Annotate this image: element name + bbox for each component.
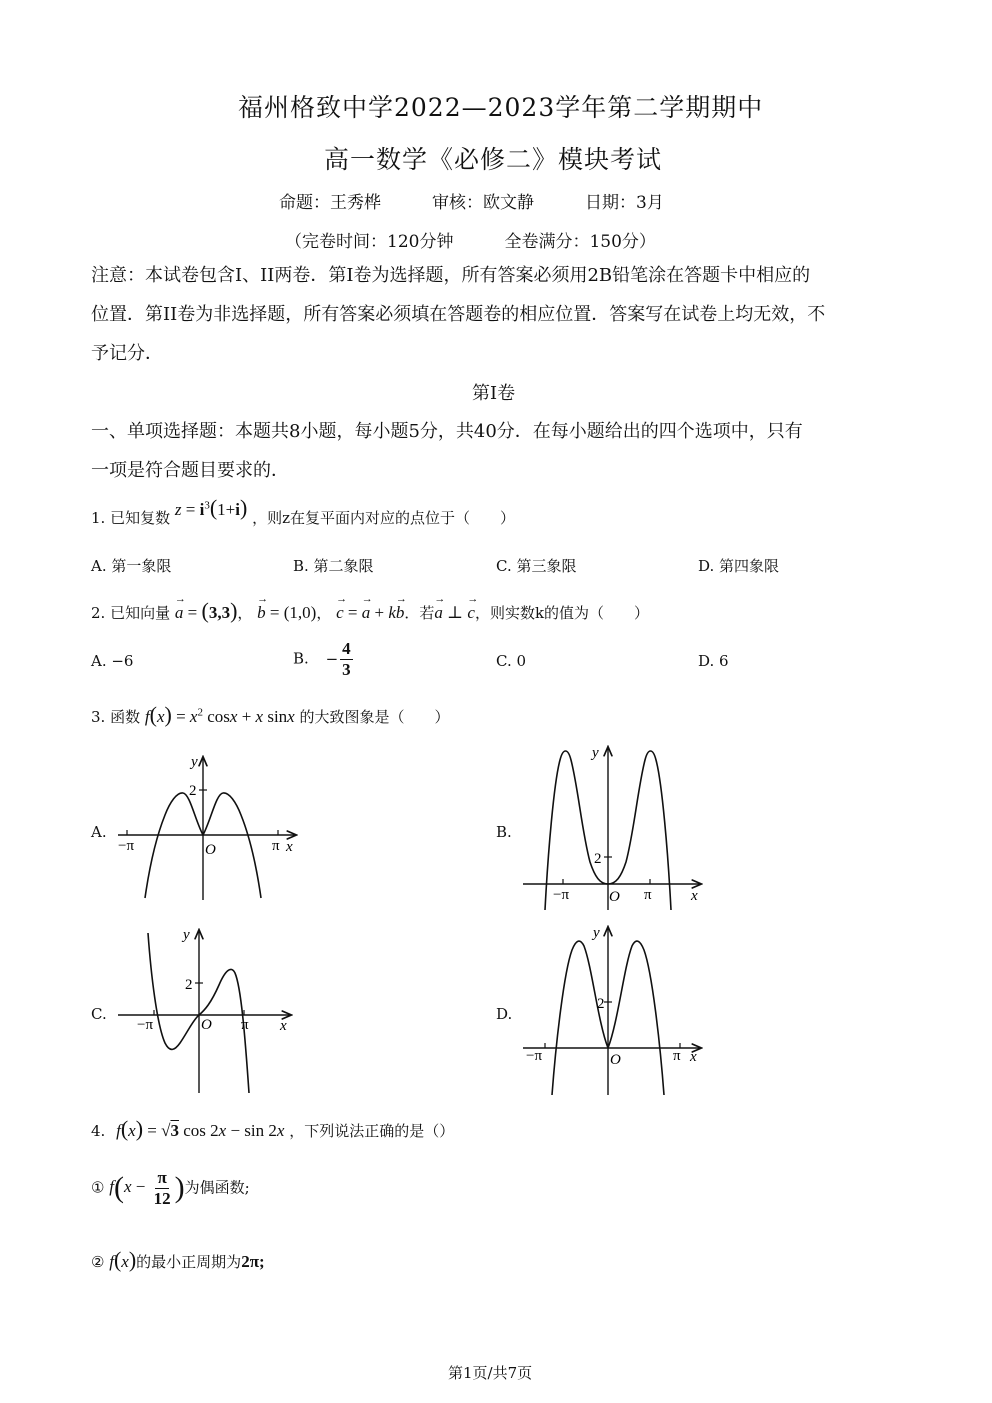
notice-line2: 位置．第II卷为非选择题，所有答案必须填在答题卷的相应位置．答案写在试卷上均无效，不 bbox=[91, 304, 826, 325]
graph-a bbox=[115, 750, 305, 902]
q2-option-c: C. 0 bbox=[496, 652, 527, 670]
fraction-numerator: 4 bbox=[342, 639, 351, 658]
q2-option-a: A. −6 bbox=[91, 652, 134, 670]
pi-label: π bbox=[644, 887, 652, 903]
notice-line3: 予记分． bbox=[91, 343, 163, 364]
exam-title-line1: 福州格致中学2022—2023学年第二学期期中 bbox=[238, 93, 764, 122]
part1-instructions-line2: 一项是符合题目要求的． bbox=[91, 460, 289, 481]
pi-label: π bbox=[241, 1017, 249, 1033]
y-label: y bbox=[191, 754, 198, 770]
graph-d-label: D. bbox=[496, 1005, 513, 1023]
tick-2-label: 2 bbox=[185, 977, 193, 993]
question-3-suffix: 的大致图象是（ ） bbox=[299, 708, 450, 726]
fraction-denominator: 3 bbox=[342, 660, 351, 679]
circled-two: ② bbox=[91, 1253, 105, 1271]
question-2: 2. 已知向量 → a = (3,3)， → b = (1,0)， → c = → a + k→ b．若→ a ⊥ → c，则实数k的值为（ ） bbox=[91, 598, 649, 624]
graph-c bbox=[115, 925, 300, 1095]
pi-label: π bbox=[673, 1048, 681, 1064]
question-2-mid: ．若 bbox=[404, 604, 435, 622]
minus-sign: − bbox=[325, 649, 339, 668]
question-number: 3. bbox=[91, 708, 106, 726]
exam-title-line2: 高一数学《必修二》模块考试 bbox=[324, 145, 663, 174]
question-1-suffix: ，则z在复平面内对应的点位于（ ） bbox=[252, 509, 516, 527]
vector-c-formula: → c = → a + k→ b bbox=[336, 603, 404, 622]
question-3-prefix: 函数 bbox=[110, 708, 141, 726]
exam-meta-line: 命题：王秀桦 审核：欧文静 日期：3月 bbox=[279, 193, 664, 213]
q4-statement-1 bbox=[91, 1168, 250, 1209]
graph-b-label: B. bbox=[496, 823, 512, 841]
question-1 bbox=[91, 495, 516, 529]
question-1-formula: $z = i^3(1+i)$ bbox=[174, 495, 248, 520]
origin-label: O bbox=[610, 1052, 621, 1068]
origin-label: O bbox=[205, 842, 216, 858]
question-2-suffix: ，则实数k的值为（ ） bbox=[474, 604, 650, 622]
question-3 bbox=[91, 702, 450, 728]
origin-label: O bbox=[609, 889, 620, 905]
neg-pi-label: −π bbox=[553, 887, 570, 903]
statement-1-formula: f(x − $\frac{\pi}{12}$ ) bbox=[109, 1168, 185, 1208]
fraction bbox=[340, 639, 353, 680]
q2-option-d: D. 6 bbox=[698, 652, 729, 670]
neg-pi-label: −π bbox=[526, 1048, 543, 1064]
q4-statement-2 bbox=[91, 1247, 265, 1273]
q1-option-b: B. 第二象限 bbox=[293, 557, 374, 575]
question-1-prefix: 已知复数 bbox=[110, 509, 171, 527]
question-4-suffix: ，下列说法正确的是（） bbox=[289, 1122, 455, 1140]
question-number: 2. bbox=[91, 604, 106, 622]
part1-instructions-line1: 一、单项选择题：本题共8小题，每小题5分，共40分．在每小题给出的四个选项中，只有 bbox=[91, 421, 803, 442]
fraction-numerator: π bbox=[157, 1168, 167, 1187]
q1-option-d: D. 第四象限 bbox=[698, 557, 780, 575]
option-label: B. bbox=[293, 649, 309, 668]
neg-pi-label: −π bbox=[137, 1017, 154, 1033]
y-label: y bbox=[593, 925, 600, 941]
x-label: x bbox=[691, 888, 698, 904]
graph-d bbox=[520, 922, 710, 1097]
neg-pi-label: −π bbox=[118, 838, 135, 854]
perpendicular-formula: → a ⊥ → c bbox=[434, 603, 475, 622]
notice-line1: 注意：本试卷包含I、II两卷．第I卷为选择题，所有答案必须用2B铅笔涂在答题卡中相应的 bbox=[91, 265, 811, 286]
question-number: 1. bbox=[91, 509, 106, 527]
question-number: 4. bbox=[91, 1122, 106, 1140]
origin-label: O bbox=[201, 1017, 212, 1033]
graph-a-label: A. bbox=[91, 823, 107, 841]
statement-2-value: 2π; bbox=[241, 1252, 265, 1271]
exam-time-line: （完卷时间：120分钟 全卷满分：150分） bbox=[285, 232, 656, 252]
question-4 bbox=[91, 1116, 454, 1142]
q1-option-a: A. 第一象限 bbox=[91, 557, 172, 575]
fraction-denominator: 12 bbox=[153, 1189, 171, 1208]
question-2-prefix: 已知向量 bbox=[110, 604, 171, 622]
tick-2-label: 2 bbox=[594, 851, 602, 867]
x-label: x bbox=[690, 1049, 697, 1065]
page-footer: 第1页/共7页 bbox=[448, 1364, 533, 1382]
q2-option-b bbox=[293, 639, 355, 680]
statement-1-suffix: 为偶函数; bbox=[184, 1178, 250, 1197]
graph-c-label: C. bbox=[91, 1005, 107, 1023]
question-4-formula: f(x) = √3 cos 2x − sin 2x bbox=[116, 1116, 285, 1141]
question-3-formula: $f(x) = x^2$ cosx + x sinx bbox=[144, 702, 295, 727]
tick-2-label: 2 bbox=[597, 996, 605, 1012]
pi-label: π bbox=[272, 838, 280, 854]
q1-option-c: C. 第三象限 bbox=[496, 557, 577, 575]
tick-2-label: 2 bbox=[189, 783, 197, 799]
x-label: x bbox=[286, 839, 293, 855]
statement-2-formula: f(x) bbox=[109, 1247, 137, 1272]
fraction bbox=[152, 1168, 173, 1209]
y-label: y bbox=[592, 745, 599, 761]
y-label: y bbox=[183, 927, 190, 943]
x-label: x bbox=[280, 1018, 287, 1034]
volume-title: 第I卷 bbox=[472, 383, 516, 404]
vector-b-formula: → b = (1,0) bbox=[257, 603, 316, 622]
graph-b bbox=[520, 742, 710, 912]
circled-one: ① bbox=[91, 1178, 105, 1197]
vector-a-formula: → a = (3,3) bbox=[175, 603, 238, 622]
statement-2-suffix: 的最小正周期为 bbox=[136, 1253, 242, 1271]
